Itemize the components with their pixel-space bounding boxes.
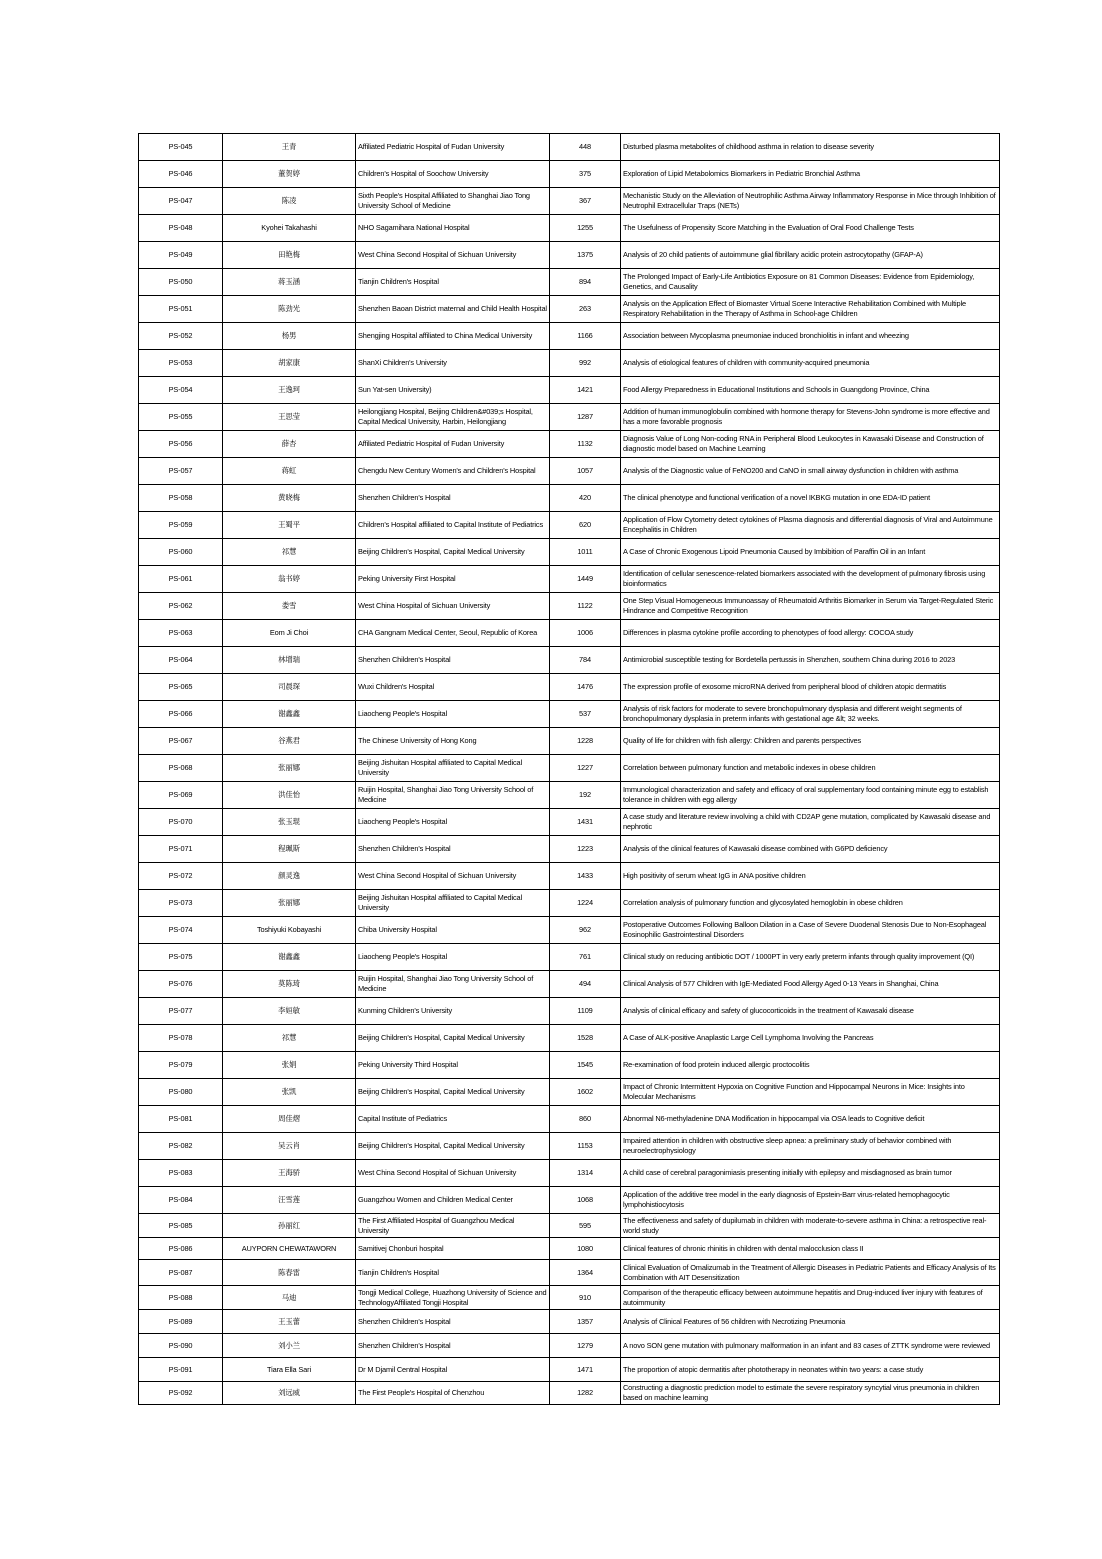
institution-cell: Beijing Children's Hospital, Capital Medical University bbox=[356, 539, 550, 566]
abstract-title-cell: The effectiveness and safety of dupilumab in children with moderate-to-severe asthma in China: a retrospective real-world study bbox=[621, 1214, 1000, 1238]
abstract-title-cell: A Case of ALK-positive Anaplastic Large Cell Lymphoma Involving the Pancreas bbox=[621, 1025, 1000, 1052]
abstract-number-cell: 962 bbox=[550, 917, 621, 944]
poster-id-cell: PS-046 bbox=[139, 161, 223, 188]
presenter-name-cell: 祁慧 bbox=[223, 539, 356, 566]
abstract-title-cell: Re-examination of food protein induced allergic proctocolitis bbox=[621, 1052, 1000, 1079]
poster-id-cell: PS-076 bbox=[139, 971, 223, 998]
poster-id-cell: PS-075 bbox=[139, 944, 223, 971]
poster-id-cell: PS-080 bbox=[139, 1079, 223, 1106]
abstract-number-cell: 263 bbox=[550, 296, 621, 323]
poster-id-cell: PS-053 bbox=[139, 350, 223, 377]
table-row bbox=[139, 1160, 1000, 1187]
presenter-name-cell: 田艳梅 bbox=[223, 242, 356, 269]
presenter-name-cell: 王思莹 bbox=[223, 404, 356, 431]
institution-cell: The First Affiliated Hospital of Guangzhou Medical University bbox=[356, 1214, 550, 1238]
institution-cell: Shenzhen Children's Hospital bbox=[356, 1334, 550, 1358]
table-row bbox=[139, 593, 1000, 620]
abstract-number-cell: 784 bbox=[550, 647, 621, 674]
presenter-name-cell: 颜灵逸 bbox=[223, 863, 356, 890]
abstract-title-cell: The clinical phenotype and functional verification of a novel IKBKG mutation in one EDA-ID patient bbox=[621, 485, 1000, 512]
presenter-name-cell: 王青 bbox=[223, 134, 356, 161]
table-row bbox=[139, 485, 1000, 512]
poster-id-cell: PS-077 bbox=[139, 998, 223, 1025]
presenter-name-cell: 祁慧 bbox=[223, 1025, 356, 1052]
table-row bbox=[139, 728, 1000, 755]
poster-id-cell: PS-048 bbox=[139, 215, 223, 242]
institution-cell: West China Hospital of Sichuan University bbox=[356, 593, 550, 620]
presenter-name-cell: 娄雪 bbox=[223, 593, 356, 620]
presenter-name-cell: 蒋虹 bbox=[223, 458, 356, 485]
abstract-number-cell: 1545 bbox=[550, 1052, 621, 1079]
institution-cell: Liaocheng People's Hospital bbox=[356, 809, 550, 836]
poster-id-cell: PS-049 bbox=[139, 242, 223, 269]
poster-id-cell: PS-087 bbox=[139, 1260, 223, 1286]
poster-id-cell: PS-057 bbox=[139, 458, 223, 485]
institution-cell: Liaocheng People's Hospital bbox=[356, 944, 550, 971]
institution-cell: Beijing Jishuitan Hospital affiliated to Capital Medical University bbox=[356, 755, 550, 782]
institution-cell: Ruijin Hospital, Shanghai Jiao Tong University School of Medicine bbox=[356, 782, 550, 809]
institution-cell: Affiliated Pediatric Hospital of Fudan University bbox=[356, 431, 550, 458]
abstract-number-cell: 1282 bbox=[550, 1382, 621, 1405]
presenter-name-cell: Kyohei Takahashi bbox=[223, 215, 356, 242]
presenter-name-cell: 王海骄 bbox=[223, 1160, 356, 1187]
poster-session-table bbox=[138, 133, 1000, 1405]
poster-id-cell: PS-084 bbox=[139, 1187, 223, 1214]
presenter-name-cell: 翁书婷 bbox=[223, 566, 356, 593]
table-row bbox=[139, 1382, 1000, 1405]
table-row bbox=[139, 1238, 1000, 1260]
poster-id-cell: PS-063 bbox=[139, 620, 223, 647]
abstract-number-cell: 1227 bbox=[550, 755, 621, 782]
abstract-title-cell: Analysis on the Application Effect of Biomaster Virtual Scene Interactive Rehabilitation Combined with Multiple Respiratory Rehabilitation in the Therapy of Asthma in School-age Children bbox=[621, 296, 1000, 323]
table-row bbox=[139, 620, 1000, 647]
table-row bbox=[139, 1079, 1000, 1106]
table-row bbox=[139, 674, 1000, 701]
institution-cell: The First People's Hospital of Chenzhou bbox=[356, 1382, 550, 1405]
abstract-number-cell: 894 bbox=[550, 269, 621, 296]
presenter-name-cell: 王玉蕾 bbox=[223, 1310, 356, 1334]
abstract-number-cell: 1166 bbox=[550, 323, 621, 350]
institution-cell: ShanXi Children's University bbox=[356, 350, 550, 377]
abstract-title-cell: A child case of cerebral paragonimiasis presenting initially with epilepsy and misdiagnosed as brain tumor bbox=[621, 1160, 1000, 1187]
abstract-title-cell: Impact of Chronic Intermittent Hypoxia on Cognitive Function and Hippocampal Neurons in Mice: Insights into Molecular Mechanisms bbox=[621, 1079, 1000, 1106]
abstract-title-cell: The proportion of atopic dermatitis after phototherapy in neonates within two years: a case study bbox=[621, 1358, 1000, 1382]
poster-id-cell: PS-050 bbox=[139, 269, 223, 296]
presenter-name-cell: 李姮敏 bbox=[223, 998, 356, 1025]
abstract-number-cell: 1364 bbox=[550, 1260, 621, 1286]
poster-id-cell: PS-065 bbox=[139, 674, 223, 701]
abstract-number-cell: 1006 bbox=[550, 620, 621, 647]
abstract-title-cell: A case study and literature review involving a child with CD2AP gene mutation, complicated by Kawasaki disease and nephrotic bbox=[621, 809, 1000, 836]
presenter-name-cell: 陈劲光 bbox=[223, 296, 356, 323]
poster-id-cell: PS-060 bbox=[139, 539, 223, 566]
presenter-name-cell: 胡家康 bbox=[223, 350, 356, 377]
presenter-name-cell: 吴云肖 bbox=[223, 1133, 356, 1160]
table-row bbox=[139, 188, 1000, 215]
abstract-number-cell: 1421 bbox=[550, 377, 621, 404]
presenter-name-cell: 张凯 bbox=[223, 1079, 356, 1106]
table-row bbox=[139, 755, 1000, 782]
abstract-number-cell: 1449 bbox=[550, 566, 621, 593]
abstract-title-cell: Application of Flow Cytometry detect cytokines of Plasma diagnosis and differential diagnosis of Viral and Autoimmune Encephalitis in Children bbox=[621, 512, 1000, 539]
table-row bbox=[139, 242, 1000, 269]
presenter-name-cell: 洪佳怡 bbox=[223, 782, 356, 809]
abstract-number-cell: 1122 bbox=[550, 593, 621, 620]
institution-cell: Beijing Children's Hospital, Capital Medical University bbox=[356, 1079, 550, 1106]
abstract-title-cell: Food Allergy Preparedness in Educational Institutions and Schools in Guangdong Province, China bbox=[621, 377, 1000, 404]
institution-cell: Chengdu New Century Women's and Children's Hospital bbox=[356, 458, 550, 485]
abstract-title-cell: Analysis of the Diagnostic value of FeNO200 and CaNO in small airway dysfunction in children with asthma bbox=[621, 458, 1000, 485]
abstract-number-cell: 1228 bbox=[550, 728, 621, 755]
poster-id-cell: PS-068 bbox=[139, 755, 223, 782]
abstract-number-cell: 1314 bbox=[550, 1160, 621, 1187]
institution-cell: West China Second Hospital of Sichuan University bbox=[356, 863, 550, 890]
table-row bbox=[139, 1052, 1000, 1079]
abstract-number-cell: 1279 bbox=[550, 1334, 621, 1358]
presenter-name-cell: 程珮斯 bbox=[223, 836, 356, 863]
abstract-title-cell: Analysis of clinical efficacy and safety of glucocorticoids in the treatment of Kawasaki disease bbox=[621, 998, 1000, 1025]
poster-id-cell: PS-085 bbox=[139, 1214, 223, 1238]
abstract-number-cell: 1068 bbox=[550, 1187, 621, 1214]
table-row bbox=[139, 1133, 1000, 1160]
abstract-title-cell: Analysis of etiological features of children with community-acquired pneumonia bbox=[621, 350, 1000, 377]
presenter-name-cell: 张丽娜 bbox=[223, 890, 356, 917]
abstract-number-cell: 375 bbox=[550, 161, 621, 188]
poster-id-cell: PS-079 bbox=[139, 1052, 223, 1079]
table-row bbox=[139, 215, 1000, 242]
abstract-number-cell: 1109 bbox=[550, 998, 621, 1025]
poster-id-cell: PS-082 bbox=[139, 1133, 223, 1160]
institution-cell: Shenzhen Children's Hospital bbox=[356, 647, 550, 674]
institution-cell: Chiba University Hospital bbox=[356, 917, 550, 944]
presenter-name-cell: 张娟 bbox=[223, 1052, 356, 1079]
abstract-title-cell: Impaired attention in children with obstructive sleep apnea: a preliminary study of behavior combined with neuroelectrophysiology bbox=[621, 1133, 1000, 1160]
abstract-title-cell: Association between Mycoplasma pneumoniae induced bronchiolitis in infant and wheezing bbox=[621, 323, 1000, 350]
institution-cell: Tianjin Children's Hospital bbox=[356, 1260, 550, 1286]
institution-cell: CHA Gangnam Medical Center, Seoul, Republic of Korea bbox=[356, 620, 550, 647]
presenter-name-cell: 陈春雷 bbox=[223, 1260, 356, 1286]
table-row bbox=[139, 701, 1000, 728]
presenter-name-cell: Tiara Ella Sari bbox=[223, 1358, 356, 1382]
table-row bbox=[139, 566, 1000, 593]
abstract-number-cell: 1132 bbox=[550, 431, 621, 458]
abstract-number-cell: 1375 bbox=[550, 242, 621, 269]
abstract-number-cell: 595 bbox=[550, 1214, 621, 1238]
poster-id-cell: PS-074 bbox=[139, 917, 223, 944]
presenter-name-cell: 谷燕君 bbox=[223, 728, 356, 755]
poster-id-cell: PS-071 bbox=[139, 836, 223, 863]
abstract-number-cell: 910 bbox=[550, 1286, 621, 1310]
table-row bbox=[139, 134, 1000, 161]
institution-cell: Ruijin Hospital, Shanghai Jiao Tong University School of Medicine bbox=[356, 971, 550, 998]
abstract-title-cell: Analysis of Clinical Features of 56 children with Necrotizing Pneumonia bbox=[621, 1310, 1000, 1334]
poster-id-cell: PS-054 bbox=[139, 377, 223, 404]
table-row bbox=[139, 296, 1000, 323]
abstract-title-cell: The Prolonged Impact of Early-Life Antibiotics Exposure on 81 Common Diseases: Evidence from Epidemiology, Genetics, and Causality bbox=[621, 269, 1000, 296]
abstract-title-cell: Identification of cellular senescence-related biomarkers associated with the development of pulmonary fibrosis using bioinformatics bbox=[621, 566, 1000, 593]
abstract-title-cell: Postoperative Outcomes Following Balloon Dilation in a Case of Severe Duodenal Stenosis Due to Non-Esophageal Eosinophilic Gastrointestinal Disorders bbox=[621, 917, 1000, 944]
table-row bbox=[139, 1106, 1000, 1133]
presenter-name-cell: AUYPORN CHEWATAWORN bbox=[223, 1238, 356, 1260]
presenter-name-cell: 马迪 bbox=[223, 1286, 356, 1310]
poster-id-cell: PS-067 bbox=[139, 728, 223, 755]
abstract-title-cell: Differences in plasma cytokine profile according to phenotypes of food allergy: COCOA study bbox=[621, 620, 1000, 647]
abstract-number-cell: 761 bbox=[550, 944, 621, 971]
table-body bbox=[139, 134, 1000, 1405]
institution-cell: Children's Hospital of Soochow University bbox=[356, 161, 550, 188]
abstract-number-cell: 1528 bbox=[550, 1025, 621, 1052]
poster-id-cell: PS-073 bbox=[139, 890, 223, 917]
abstract-number-cell: 1224 bbox=[550, 890, 621, 917]
presenter-name-cell: 孙丽红 bbox=[223, 1214, 356, 1238]
table-row bbox=[139, 161, 1000, 188]
abstract-title-cell: Disturbed plasma metabolites of childhood asthma in relation to disease severity bbox=[621, 134, 1000, 161]
abstract-number-cell: 494 bbox=[550, 971, 621, 998]
institution-cell: Peking University First Hospital bbox=[356, 566, 550, 593]
presenter-name-cell: Toshiyuki Kobayashi bbox=[223, 917, 356, 944]
abstract-title-cell: Analysis of risk factors for moderate to severe bronchopulmonary dysplasia and different weight segments of bronchopulmonary dysplasia in preterm infants with gestational age &lt; 32 weeks. bbox=[621, 701, 1000, 728]
abstract-title-cell: Analysis of the clinical features of Kawasaki disease combined with G6PD deficiency bbox=[621, 836, 1000, 863]
abstract-number-cell: 1357 bbox=[550, 1310, 621, 1334]
institution-cell: Shenzhen Children's Hospital bbox=[356, 485, 550, 512]
table-row bbox=[139, 350, 1000, 377]
presenter-name-cell: 王逸珂 bbox=[223, 377, 356, 404]
abstract-number-cell: 448 bbox=[550, 134, 621, 161]
abstract-title-cell: The Usefulness of Propensity Score Matching in the Evaluation of Oral Food Challenge Tests bbox=[621, 215, 1000, 242]
presenter-name-cell: 张丽娜 bbox=[223, 755, 356, 782]
abstract-title-cell: The expression profile of exosome microRNA derived from peripheral blood of children atopic dermatitis bbox=[621, 674, 1000, 701]
poster-id-cell: PS-072 bbox=[139, 863, 223, 890]
institution-cell: West China Second Hospital of Sichuan University bbox=[356, 1160, 550, 1187]
presenter-name-cell: 陈凌 bbox=[223, 188, 356, 215]
poster-id-cell: PS-066 bbox=[139, 701, 223, 728]
institution-cell: Guangzhou Women and Children Medical Center bbox=[356, 1187, 550, 1214]
poster-id-cell: PS-081 bbox=[139, 1106, 223, 1133]
poster-id-cell: PS-058 bbox=[139, 485, 223, 512]
table-row bbox=[139, 836, 1000, 863]
institution-cell: Beijing Jishuitan Hospital affiliated to Capital Medical University bbox=[356, 890, 550, 917]
presenter-name-cell: 杨男 bbox=[223, 323, 356, 350]
institution-cell: Samitivej Chonburi hospital bbox=[356, 1238, 550, 1260]
poster-id-cell: PS-062 bbox=[139, 593, 223, 620]
abstract-number-cell: 420 bbox=[550, 485, 621, 512]
abstract-title-cell: Addition of human immunoglobulin combined with hormone therapy for Stevens-John syndrome is more effective and has a more favorable prognosis bbox=[621, 404, 1000, 431]
abstract-title-cell: Correlation between pulmonary function and metabolic indexes in obese children bbox=[621, 755, 1000, 782]
abstract-number-cell: 1057 bbox=[550, 458, 621, 485]
abstract-title-cell: Quality of life for children with fish allergy: Children and parents perspectives bbox=[621, 728, 1000, 755]
abstract-title-cell: High positivity of serum wheat IgG in ANA positive children bbox=[621, 863, 1000, 890]
institution-cell: Sun Yat-sen University) bbox=[356, 377, 550, 404]
presenter-name-cell: 司晨琛 bbox=[223, 674, 356, 701]
table-row bbox=[139, 998, 1000, 1025]
institution-cell: The Chinese University of Hong Kong bbox=[356, 728, 550, 755]
abstract-number-cell: 1471 bbox=[550, 1358, 621, 1382]
institution-cell: Kunming Children's University bbox=[356, 998, 550, 1025]
presenter-name-cell: Eom Ji Choi bbox=[223, 620, 356, 647]
abstract-number-cell: 1153 bbox=[550, 1133, 621, 1160]
abstract-number-cell: 1223 bbox=[550, 836, 621, 863]
poster-id-cell: PS-064 bbox=[139, 647, 223, 674]
poster-id-cell: PS-045 bbox=[139, 134, 223, 161]
abstract-number-cell: 620 bbox=[550, 512, 621, 539]
abstract-title-cell: Diagnosis Value of Long Non-coding RNA in Peripheral Blood Leukocytes in Kawasaki Disease and Construction of diagnostic model based on Machine Learning bbox=[621, 431, 1000, 458]
presenter-name-cell: 王蜀平 bbox=[223, 512, 356, 539]
abstract-number-cell: 1255 bbox=[550, 215, 621, 242]
poster-id-cell: PS-078 bbox=[139, 1025, 223, 1052]
abstract-number-cell: 1080 bbox=[550, 1238, 621, 1260]
poster-id-cell: PS-056 bbox=[139, 431, 223, 458]
table-row bbox=[139, 782, 1000, 809]
table-row bbox=[139, 944, 1000, 971]
poster-id-cell: PS-092 bbox=[139, 1382, 223, 1405]
institution-cell: Peking University Third Hospital bbox=[356, 1052, 550, 1079]
table-row bbox=[139, 1286, 1000, 1310]
poster-id-cell: PS-088 bbox=[139, 1286, 223, 1310]
institution-cell: West China Second Hospital of Sichuan University bbox=[356, 242, 550, 269]
presenter-name-cell: 谢鑫鑫 bbox=[223, 701, 356, 728]
table-row bbox=[139, 1358, 1000, 1382]
table-row bbox=[139, 1025, 1000, 1052]
abstract-title-cell: A novo SON gene mutation with pulmonary malformation in an infant and 83 cases of ZTTK syndrome were reviewed bbox=[621, 1334, 1000, 1358]
abstract-title-cell: Clinical Analysis of 577 Children with IgE-Mediated Food Allergy Aged 0-13 Years in Shanghai, China bbox=[621, 971, 1000, 998]
abstract-title-cell: Immunological characterization and safety and efficacy of oral supplementary food containing minute egg to establish tolerance in children with egg allergy bbox=[621, 782, 1000, 809]
institution-cell: Dr M Djamil Central Hospital bbox=[356, 1358, 550, 1382]
presenter-name-cell: 周佳熠 bbox=[223, 1106, 356, 1133]
institution-cell: Shenzhen Baoan District maternal and Child Health Hospital bbox=[356, 296, 550, 323]
institution-cell: Shengjing Hospital affiliated to China Medical University bbox=[356, 323, 550, 350]
abstract-title-cell: Abnormal N6-methyladenine DNA Modification in hippocampal via OSA leads to Cognitive deficit bbox=[621, 1106, 1000, 1133]
table-row bbox=[139, 890, 1000, 917]
presenter-name-cell: 林增瑞 bbox=[223, 647, 356, 674]
abstract-title-cell: Antimicrobial susceptible testing for Bordetella pertussis in Shenzhen, southern China during 2016 to 2023 bbox=[621, 647, 1000, 674]
table-row bbox=[139, 377, 1000, 404]
institution-cell: Tianjin Children's Hospital bbox=[356, 269, 550, 296]
poster-id-cell: PS-083 bbox=[139, 1160, 223, 1187]
abstract-number-cell: 1011 bbox=[550, 539, 621, 566]
presenter-name-cell: 董贺婷 bbox=[223, 161, 356, 188]
abstract-title-cell: Clinical study on reducing antibiotic DOT / 1000PT in very early preterm infants through quality improvement (QI) bbox=[621, 944, 1000, 971]
abstract-number-cell: 1287 bbox=[550, 404, 621, 431]
table-row bbox=[139, 971, 1000, 998]
institution-cell: Beijing Children's Hospital, Capital Medical University bbox=[356, 1133, 550, 1160]
abstract-title-cell: Application of the additive tree model in the early diagnosis of Epstein-Barr virus-related hemophagocytic lymphohistiocytosis bbox=[621, 1187, 1000, 1214]
poster-id-cell: PS-059 bbox=[139, 512, 223, 539]
poster-id-cell: PS-086 bbox=[139, 1238, 223, 1260]
presenter-name-cell: 张玉琨 bbox=[223, 809, 356, 836]
presenter-name-cell: 刘小兰 bbox=[223, 1334, 356, 1358]
poster-id-cell: PS-089 bbox=[139, 1310, 223, 1334]
abstract-title-cell: Clinical features of chronic rhinitis in children with dental malocclusion class II bbox=[621, 1238, 1000, 1260]
table-row bbox=[139, 458, 1000, 485]
poster-id-cell: PS-069 bbox=[139, 782, 223, 809]
table-row bbox=[139, 269, 1000, 296]
abstract-number-cell: 1602 bbox=[550, 1079, 621, 1106]
poster-id-cell: PS-051 bbox=[139, 296, 223, 323]
abstract-number-cell: 537 bbox=[550, 701, 621, 728]
presenter-name-cell: 汪雪莲 bbox=[223, 1187, 356, 1214]
abstract-number-cell: 992 bbox=[550, 350, 621, 377]
table-row bbox=[139, 647, 1000, 674]
institution-cell: Beijing Children's Hospital, Capital Medical University bbox=[356, 1025, 550, 1052]
table-row bbox=[139, 809, 1000, 836]
table-row bbox=[139, 1334, 1000, 1358]
presenter-name-cell: 黄晓梅 bbox=[223, 485, 356, 512]
table-row bbox=[139, 512, 1000, 539]
table-row bbox=[139, 1214, 1000, 1238]
poster-id-cell: PS-090 bbox=[139, 1334, 223, 1358]
table-row bbox=[139, 1260, 1000, 1286]
institution-cell: Children's Hospital affiliated to Capital Institute of Pediatrics bbox=[356, 512, 550, 539]
poster-id-cell: PS-047 bbox=[139, 188, 223, 215]
institution-cell: Shenzhen Children's Hospital bbox=[356, 1310, 550, 1334]
abstract-title-cell: Comparison of the therapeutic efficacy between autoimmune hepatitis and Drug-induced liver injury with features of autoimmunity bbox=[621, 1286, 1000, 1310]
abstract-number-cell: 367 bbox=[550, 188, 621, 215]
abstract-number-cell: 860 bbox=[550, 1106, 621, 1133]
abstract-title-cell: One Step Visual Homogeneous Immunoassay of Rheumatoid Arthritis Biomarker in Serum via Target-Regulated Steric Hindrance and Competitive Recognition bbox=[621, 593, 1000, 620]
institution-cell: Sixth People's Hospital Affiliated to Shanghai Jiao Tong University School of Medicine bbox=[356, 188, 550, 215]
table-row bbox=[139, 863, 1000, 890]
abstract-number-cell: 1433 bbox=[550, 863, 621, 890]
presenter-name-cell: 刘远威 bbox=[223, 1382, 356, 1405]
table-row bbox=[139, 404, 1000, 431]
institution-cell: Affiliated Pediatric Hospital of Fudan University bbox=[356, 134, 550, 161]
institution-cell: Shenzhen Children's Hospital bbox=[356, 836, 550, 863]
presenter-name-cell: 莫陈琦 bbox=[223, 971, 356, 998]
table-row bbox=[139, 1187, 1000, 1214]
presenter-name-cell: 蒋玉涵 bbox=[223, 269, 356, 296]
abstract-title-cell: A Case of Chronic Exogenous Lipoid Pneumonia Caused by Imbibition of Paraffin Oil in an Infant bbox=[621, 539, 1000, 566]
poster-id-cell: PS-091 bbox=[139, 1358, 223, 1382]
institution-cell: NHO Sagamihara National Hospital bbox=[356, 215, 550, 242]
poster-id-cell: PS-070 bbox=[139, 809, 223, 836]
table-row bbox=[139, 539, 1000, 566]
abstract-title-cell: Exploration of Lipid Metabolomics Biomarkers in Pediatric Bronchial Asthma bbox=[621, 161, 1000, 188]
institution-cell: Wuxi Children's Hospital bbox=[356, 674, 550, 701]
abstract-title-cell: Constructing a diagnostic prediction model to estimate the severe respiratory syncytial virus pneumonia in children based on machine learning bbox=[621, 1382, 1000, 1405]
presenter-name-cell: 薛杏 bbox=[223, 431, 356, 458]
table-row bbox=[139, 1310, 1000, 1334]
table-row bbox=[139, 431, 1000, 458]
poster-id-cell: PS-061 bbox=[139, 566, 223, 593]
abstract-number-cell: 192 bbox=[550, 782, 621, 809]
poster-id-cell: PS-052 bbox=[139, 323, 223, 350]
institution-cell: Capital Institute of Pediatrics bbox=[356, 1106, 550, 1133]
abstract-number-cell: 1476 bbox=[550, 674, 621, 701]
abstract-number-cell: 1431 bbox=[550, 809, 621, 836]
abstract-title-cell: Correlation analysis of pulmonary function and glycosylated hemoglobin in obese children bbox=[621, 890, 1000, 917]
abstract-title-cell: Mechanistic Study on the Alleviation of Neutrophilic Asthma Airway Inflammatory Response in Mice through Inhibition of Neutrophil Extracellular Traps (NETs) bbox=[621, 188, 1000, 215]
institution-cell: Liaocheng People's Hospital bbox=[356, 701, 550, 728]
institution-cell: Heilongjiang Hospital, Beijing Children&#039;s Hospital, Capital Medical University, Harbin, Heilongjiang bbox=[356, 404, 550, 431]
poster-id-cell: PS-055 bbox=[139, 404, 223, 431]
table-row bbox=[139, 917, 1000, 944]
table-row bbox=[139, 323, 1000, 350]
institution-cell: Tongji Medical College, Huazhong University of Science and TechnologyAffiliated Tongji Hospital bbox=[356, 1286, 550, 1310]
presenter-name-cell: 谢鑫鑫 bbox=[223, 944, 356, 971]
abstract-title-cell: Clinical Evaluation of Omalizumab in the Treatment of Allergic Diseases in Pediatric Patients and Efficacy Analysis of Its Combination with AIT Desensitization bbox=[621, 1260, 1000, 1286]
abstract-title-cell: Analysis of 20 child patients of autoimmune glial fibrillary acidic protein astrocytopathy (GFAP-A) bbox=[621, 242, 1000, 269]
